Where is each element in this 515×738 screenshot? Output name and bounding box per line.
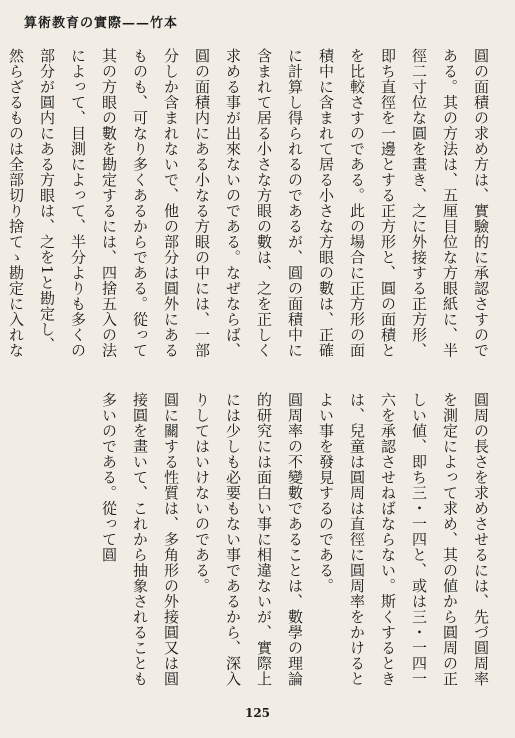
paragraph: 圓周の長さを求めさせるには、先づ圓周率を測定によって求め、其の値から圓周の正しい値、即ち三・一四と、或は三・一四一六を承認させねばならない。斯くするときは、兒童は圓周は直徑に圓周率をかけるとよい事を發見するのである。 <box>317 392 490 687</box>
top-text-section <box>7 48 496 360</box>
paragraph: 圓周率の不變數であることは、數學の理論的研究には面白い事に相違ないが、實際上には少しも必要もない事であるから、深入りしてはいけないのである。 <box>193 392 304 687</box>
page-number: 125 <box>244 706 271 720</box>
bottom-text-section <box>56 392 496 692</box>
paragraph: 圓に關する性質は、多角形の外接圓又は圓接圓を畫いて、これから抽象されることも多いのである。從って圓 <box>100 392 180 687</box>
paragraph: 圓の面積の求め方は、實驗的に承認さすのである。其の方法は、五厘目位な方眼紙に、半徑二寸位な圓を畫き、之に外接する正方形、即ち直徑を一邊とする正方形と、圓の面積とを比較さすのである。此の場合に正方形の面積中に含まれて居る小さな方眼の數は、正確に計算し得られるのであるが、圓の面積中に含まれて居る小さな方眼の數は、之を正しく求める事が出來ないのである。なぜならば、圓の面積内にある小なる方眼の中には、一部分しか含まれないで、他の部分は圓外にあるものも、可なり多くあるからである。從って其の方眼の數を勘定するには、四捨五入の法によって、目測によって、半分よりも多くの部分が圓内にある方眼は、之を1と勘定し、然らざるものは全部切り捨てゝ勘定に入れな <box>7 48 490 358</box>
running-header: 算術教育の實際——竹本 <box>24 16 179 31</box>
